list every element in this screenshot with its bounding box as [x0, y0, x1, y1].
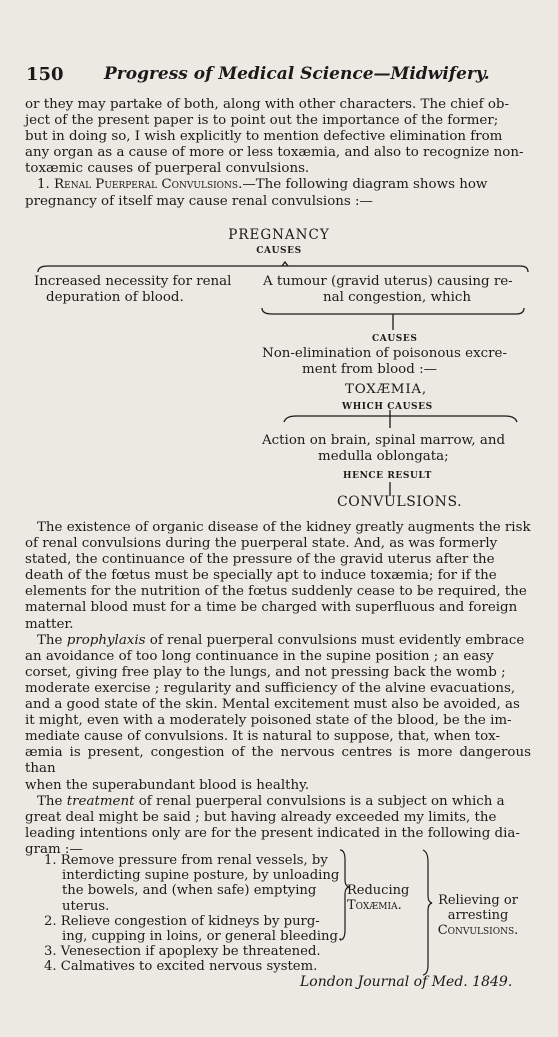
- text-span: The: [37, 632, 67, 648]
- text-line: Toxæmia.: [347, 898, 402, 913]
- text-line: A tumour (gravid uterus) causing re-: [263, 274, 513, 289]
- citation-text: London Journal of Med. 1849.: [300, 974, 513, 990]
- text-line: an avoidance of too long continuance in the supine position ; an easy: [25, 648, 494, 664]
- list-item: 4. Calmatives to excited nervous system.: [44, 959, 318, 975]
- text-line: medulla oblongata;: [318, 449, 449, 464]
- text-line: matter.: [25, 616, 74, 632]
- diagram-convulsions: CONVULSIONS.: [337, 494, 463, 510]
- emphasis-prophylaxis: prophylaxis: [66, 632, 146, 648]
- text-line: Increased necessity for renal: [34, 274, 232, 289]
- text-line: Reducing: [347, 883, 410, 898]
- diagram-hence-result: HENCE RESULT: [343, 471, 432, 481]
- text-line: pregnancy of itself may cause renal convulsions :—: [25, 193, 373, 209]
- citation: [300, 974, 512, 990]
- text-span: of renal puerperal convulsions is a subject on which a: [134, 793, 505, 809]
- section-text: —The following diagram shows how: [242, 177, 488, 193]
- running-title: Progress of Medical Science—Midwifery.: [104, 64, 490, 84]
- text-line: elements for the nutrition of the fœtus suddenly cease to be required, the: [25, 584, 527, 600]
- diagram-pregnancy: PREGNANCY: [228, 227, 330, 243]
- text-line: great deal might be said ; but having already exceeded my limits, the: [25, 809, 497, 825]
- text-line: arresting: [447, 908, 509, 923]
- text-line: Non-elimination of poisonous excre-: [262, 346, 508, 361]
- text-line: and a good state of the skin. Mental excitement must also be avoided, as: [25, 697, 520, 713]
- text-line: nal congestion, which: [323, 290, 472, 305]
- brace-reducing-toxaemia: [347, 883, 409, 913]
- list-item: 3. Venesection if apoplexy be threatened.: [44, 944, 321, 960]
- text-span: of renal puerperal convulsions must evidently embrace: [145, 632, 525, 648]
- text-span: The: [37, 793, 67, 809]
- text-line: The existence of organic disease of the kidney greatly augments the risk: [37, 520, 531, 535]
- text-line: when the superabundant blood is healthy.: [25, 777, 310, 793]
- text-line: maternal blood must for a time be charged with superfluous and foreign: [25, 600, 518, 616]
- diagram-causes-label-2: CAUSES: [372, 334, 418, 344]
- list-item: 2. Relieve congestion of kidneys by purg-ing, cupping in loins, or general bleeding.: [44, 913, 343, 945]
- text-line: Convulsions.: [437, 923, 519, 938]
- text-line: ject of the present paper is to point out the importance of the former;: [25, 113, 499, 129]
- text-line: of renal convulsions during the puerperal state. And, as was formerly: [25, 536, 498, 552]
- diagram-toxaemia: TOXÆMIA,: [345, 382, 427, 397]
- emphasis-treatment: treatment: [66, 793, 135, 809]
- text-line: but in doing so, I wish explicitly to mention defective elimination from: [25, 129, 503, 145]
- text-line: any organ as a cause of more or less toxæmia, and also to recognize non-: [25, 145, 524, 161]
- text-line: ment from blood :—: [302, 362, 437, 377]
- diagram-which-causes: WHICH CAUSES: [342, 402, 433, 412]
- text-line: depuration of blood.: [46, 290, 184, 305]
- text-line: corset, giving free play to the lungs, and not pressing back the womb ;: [25, 664, 506, 680]
- text-line: gram :—: [25, 841, 83, 857]
- text-line: mediate cause of convulsions. It is natural to suppose, that, when tox-: [25, 729, 500, 745]
- text-line: Relieving or: [438, 893, 518, 908]
- text-line: æmia is present, congestion of the nervous centres is more dangerous than: [25, 745, 531, 777]
- text-line: leading intentions only are for the present indicated in the following dia-: [25, 825, 520, 841]
- text-line: toxæmic causes of puerperal convulsions.: [25, 161, 310, 177]
- brace-relieving-convulsions: [428, 893, 528, 938]
- text-line: moderate exercise ; regularity and sufficiency of the alvine evacuations,: [25, 680, 516, 696]
- text-line: death of the fœtus must be specially apt to induce toxæmia; for if the: [25, 568, 497, 584]
- section-title: Renal Puerperal Convulsions.: [54, 177, 243, 193]
- text-line: it might, even with a moderately poisoned state of the blood, be the im-: [25, 713, 512, 729]
- section-number: 1.: [37, 177, 50, 193]
- list-item: 1. Remove pressure from renal vessels, by interdicting supine posture, by unloading the bowels, and (when safe) emptying uterus.: [44, 853, 340, 914]
- text-line: or they may partake of both, along with other characters. The chief ob-: [25, 97, 509, 112]
- diagram-causes-label: CAUSES: [256, 246, 302, 256]
- page-number: 150: [26, 64, 64, 85]
- text-line: Action on brain, spinal marrow, and: [262, 433, 506, 448]
- text-line: stated, the continuance of the pressure of the gravid uterus after the: [25, 552, 495, 568]
